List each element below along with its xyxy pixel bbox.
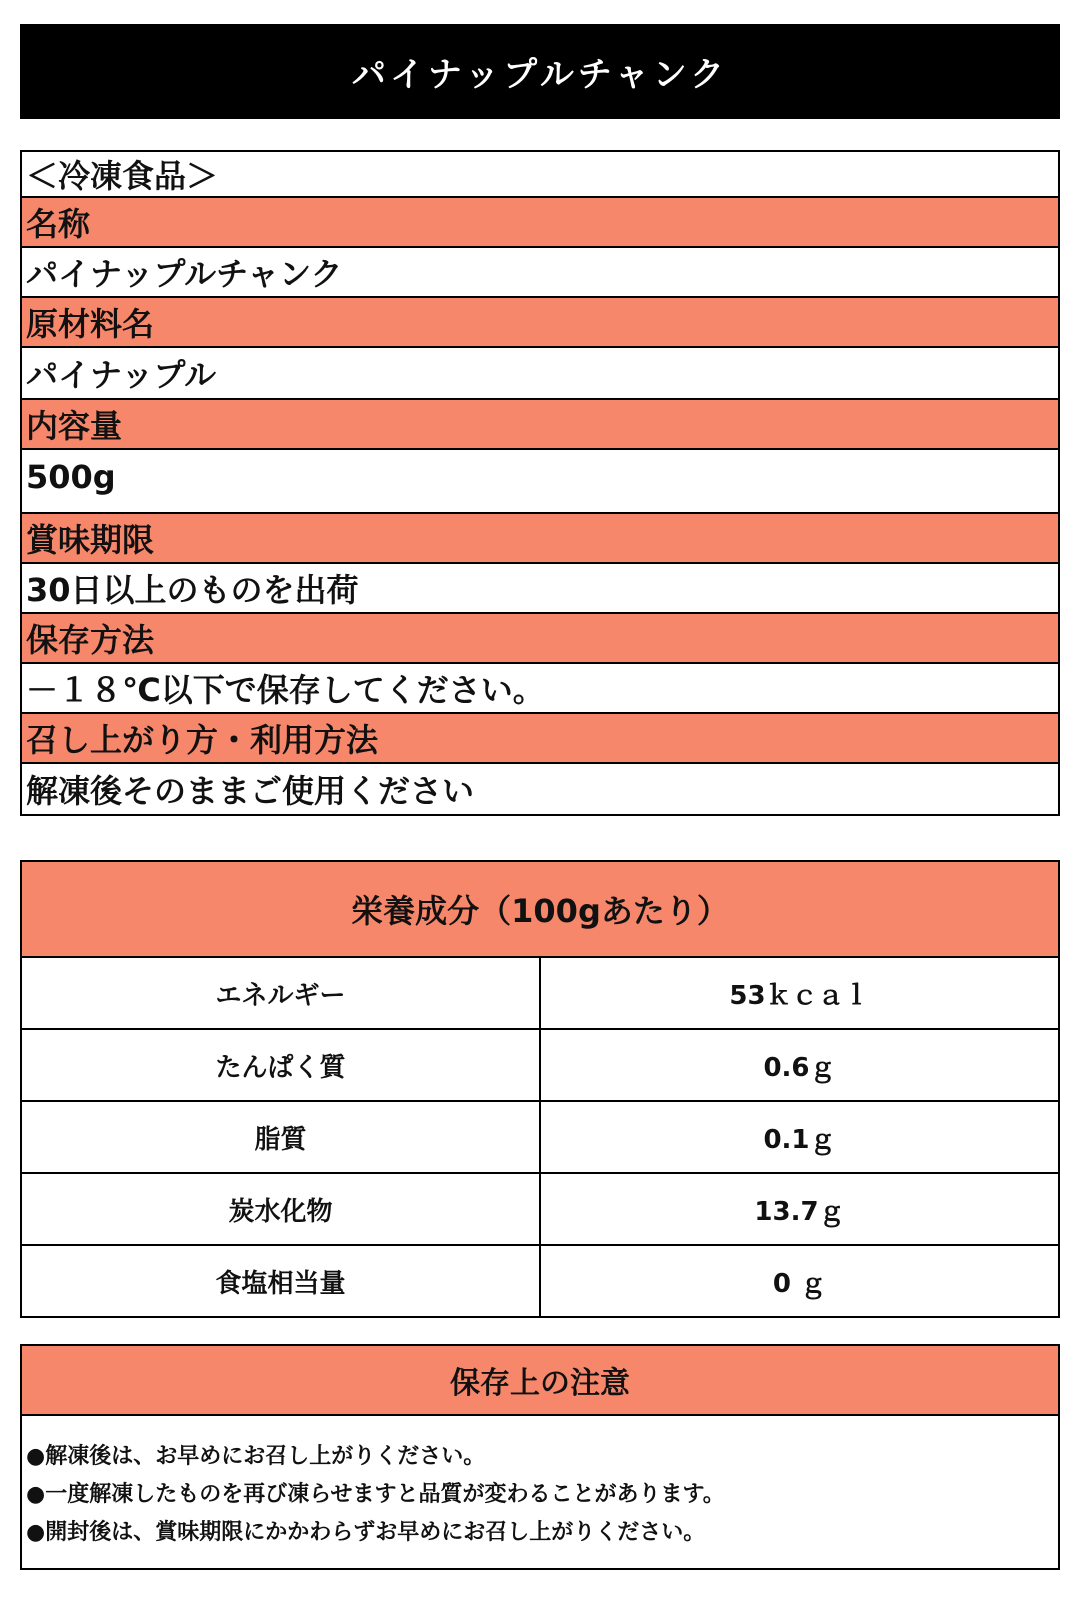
spec-table xyxy=(20,150,1060,816)
caution-box xyxy=(20,1344,1060,1570)
nutrient-value: 0.1ｇ xyxy=(540,1101,1058,1173)
table-row xyxy=(22,1173,1058,1245)
list-item: ●解凍後は、お早めにお召し上がりください。 xyxy=(26,1444,486,1469)
nutrient-name: 食塩相当量 xyxy=(22,1245,540,1316)
spec-label-quantity: 内容量 xyxy=(22,400,1058,450)
nutrition-table xyxy=(20,860,1060,1318)
nutrient-name: たんぱく質 xyxy=(22,1029,540,1101)
table-row xyxy=(22,1029,1058,1101)
nutrient-value: 0.6ｇ xyxy=(540,1029,1058,1101)
list-item: ●開封後は、賞味期限にかかわらずお早めにお召し上がりください。 xyxy=(26,1520,706,1545)
product-title: パイナップルチャンク xyxy=(20,24,1060,119)
caution-list xyxy=(22,1416,1058,1552)
nutrient-value: 0 ｇ xyxy=(540,1245,1058,1316)
list-item: ●一度解凍したものを再び凍らせますと品質が変わることがあります。 xyxy=(26,1482,725,1507)
table-row xyxy=(22,1245,1058,1316)
spec-value-name: パイナップルチャンク xyxy=(22,248,1058,298)
nutrient-value: 53ｋｃａｌ xyxy=(729,980,870,1011)
spec-value-best-before: 30日以上のものを出荷 xyxy=(22,564,1058,614)
spec-value-storage: －１８℃以下で保存してください。 xyxy=(22,664,1058,714)
spec-value-quantity: 500g xyxy=(22,450,1058,514)
spec-label-name: 名称 xyxy=(22,198,1058,248)
category-label: ＜冷凍食品＞ xyxy=(22,152,1058,198)
caution-header: 保存上の注意 xyxy=(22,1346,1058,1416)
spec-label-storage: 保存方法 xyxy=(22,614,1058,664)
nutrient-value: 13.7ｇ xyxy=(540,1173,1058,1245)
nutrient-name: エネルギー xyxy=(22,958,540,1029)
nutrient-name: 脂質 xyxy=(22,1101,540,1173)
nutrition-header: 栄養成分（100gあたり） xyxy=(22,862,1058,958)
spec-label-usage: 召し上がり方・利用方法 xyxy=(22,714,1058,764)
nutrient-name: 炭水化物 xyxy=(22,1173,540,1245)
table-row xyxy=(22,1101,1058,1173)
spec-label-ingredients: 原材料名 xyxy=(22,298,1058,348)
spec-label-best-before: 賞味期限 xyxy=(22,514,1058,564)
table-row xyxy=(22,958,1058,1029)
spec-value-usage: 解凍後そのままご使用ください xyxy=(22,764,1058,814)
spec-value-ingredients: パイナップル xyxy=(22,348,1058,400)
